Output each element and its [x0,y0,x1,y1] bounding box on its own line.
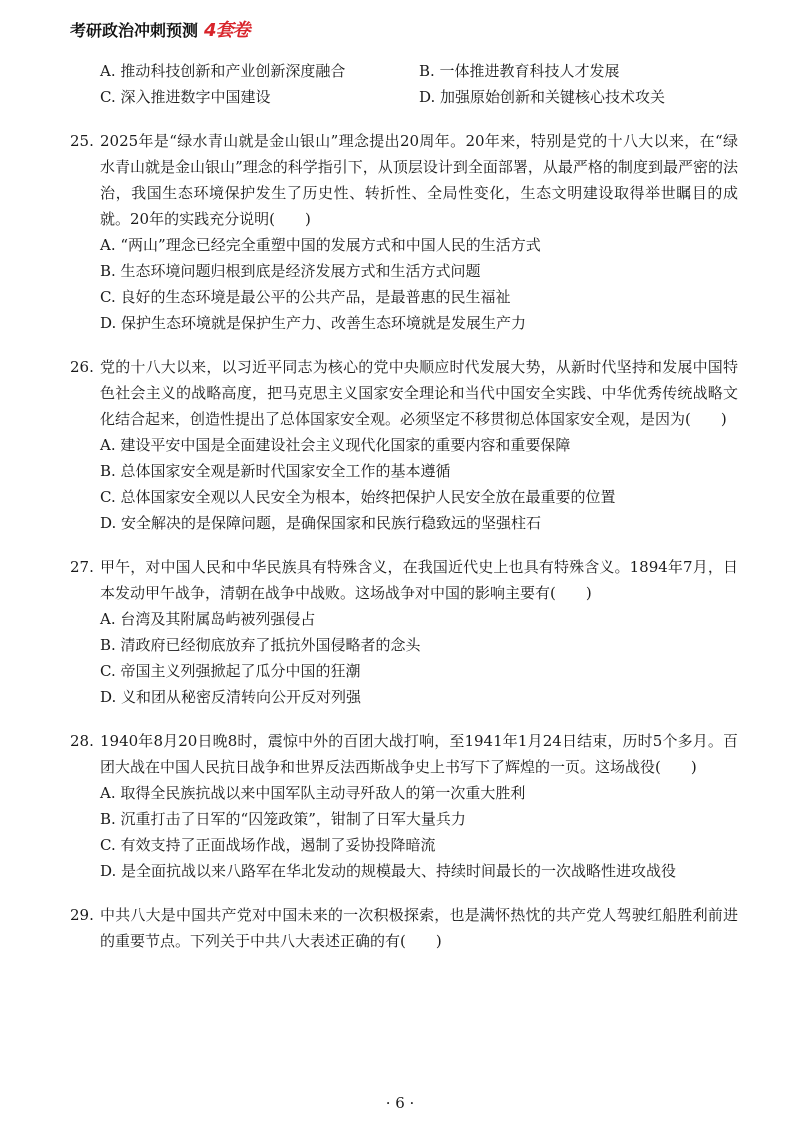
page-number: · 6 · [385,1094,415,1112]
question-stem: 1940年8月20日晚8时，震惊中外的百团大战打响，至1941年1月24日结束，历时5个多月。百团大战在中国人民抗日战争和世界反法西斯战争史上书写下了辉煌的一页。这场战役( ) [100,732,738,776]
question-number: 26. [70,358,94,376]
option-c: C. 帝国主义列强掀起了瓜分中国的狂潮 [100,662,361,680]
option-a: A. 台湾及其附属岛屿被列强侵占 [100,610,316,628]
prev-options-row [70,84,738,110]
question-stem: 中共八大是中国共产党对中国未来的一次积极探索，也是满怀热忱的共产党人驾驶红船胜利前进的重要节点。下列关于中共八大表述正确的有( ) [100,906,738,950]
header-badge-logo: 4套卷 [204,20,250,41]
option-c: C. 总体国家安全观以人民安全为根本，始终把保护人民安全放在最重要的位置 [100,488,616,506]
option-d: D. 是全面抗战以来八路军在华北发动的规模最大、持续时间最长的一次战略性进攻战役 [100,862,677,880]
option-b: B. 清政府已经彻底放弃了抵抗外国侵略者的念头 [100,636,421,654]
question-number: 29. [70,906,94,924]
option-c: C. 深入推进数字中国建设 [100,88,271,106]
question-26 [70,354,738,536]
option-d: D. 义和团从秘密反清转向公开反对列强 [100,688,362,706]
question-25 [70,128,738,336]
prev-options-row [70,58,738,84]
question-stem: 党的十八大以来，以习近平同志为核心的党中央顺应时代发展大势，从新时代坚持和发展中国特色社会主义的战略高度，把马克思主义国家安全理论和当代中国安全实践、中华优秀传统战略文化结合起来，创造性提出了总体国家安全观。必须坚定不移贯彻总体国家安全观，是因为( ) [100,358,738,428]
option-b: B. 总体国家安全观是新时代国家安全工作的基本遵循 [100,462,451,480]
question-number: 28. [70,732,94,750]
option-b: B. 生态环境问题归根到底是经济发展方式和生活方式问题 [100,262,481,280]
option-b: B. 一体推进教育科技人才发展 [419,62,620,80]
option-a: A. 推动科技创新和产业创新深度融合 [100,62,346,80]
option-a: A. 取得全民族抗战以来中国军队主动寻歼敌人的第一次重大胜利 [100,784,526,802]
option-d: D. 加强原始创新和关键核心技术攻关 [419,88,666,106]
question-27 [70,554,738,710]
question-28 [70,728,738,884]
question-stem: 甲午，对中国人民和中华民族具有特殊含义，在我国近代史上也具有特殊含义。1894年7月，日本发动甲午战争，清朝在战争中战败。这场战争对中国的影响主要有( ) [100,558,738,602]
header-title: 考研政治冲刺预测 [70,20,199,40]
option-a: A. “两山”理念已经完全重塑中国的发展方式和中国人民的生活方式 [100,236,541,254]
question-number: 25. [70,132,94,150]
option-c: C. 有效支持了正面战场作战，遏制了妥协投降暗流 [100,836,436,854]
page-content [70,58,738,954]
question-stem: 2025年是“绿水青山就是金山银山”理念提出20周年。20年来，特别是党的十八大以来，在“绿水青山就是金山银山”理念的科学指引下，从顶层设计到全面部署，从最严格的制度到最严密的法治，我国生态环境保护发生了历史性、转折性、全局性变化，生态文明建设取得举世瞩目的成就。20年的实践充分说明( ) [100,132,738,228]
option-a: A. 建设平安中国是全面建设社会主义现代化国家的重要内容和重要保障 [100,436,571,454]
option-d: D. 保护生态环境就是保护生产力、改善生态环境就是发展生产力 [100,314,527,332]
page-header [70,16,250,42]
option-d: D. 安全解决的是保障问题，是确保国家和民族行稳致远的坚强柱石 [100,514,542,532]
option-b: B. 沉重打击了日军的“囚笼政策”，钳制了日军大量兵力 [100,810,466,828]
option-c: C. 良好的生态环境是最公平的公共产品，是最普惠的民生福祉 [100,288,511,306]
question-29 [70,902,738,954]
question-number: 27. [70,558,94,576]
